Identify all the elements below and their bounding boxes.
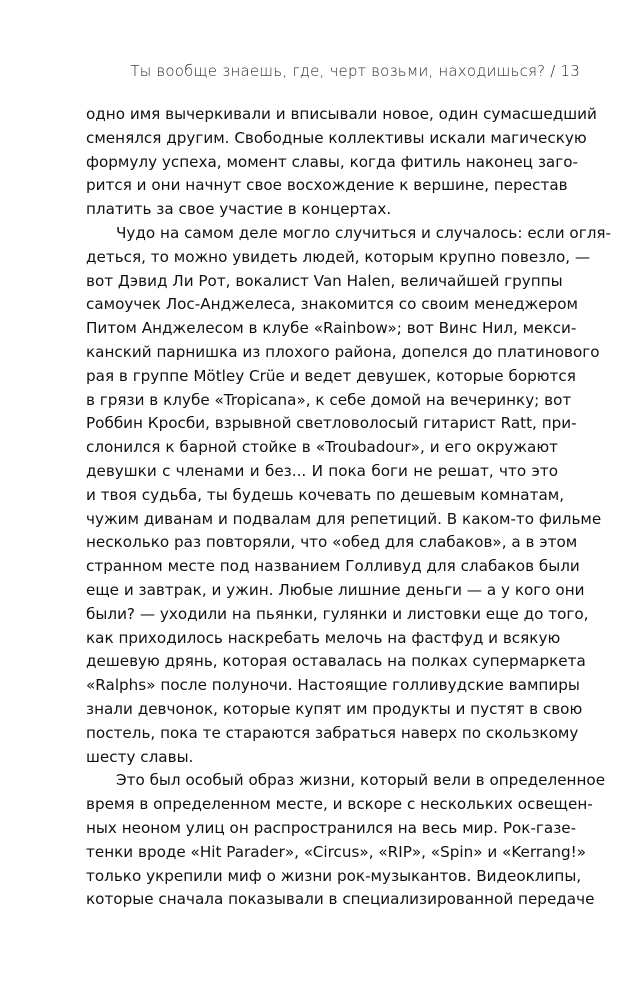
text-line: постель, пока те стараются забраться наверх по скользкому — [86, 723, 579, 742]
text-line: время в определенном месте, и вскоре с нескольких освещен- — [86, 795, 593, 814]
text-line: рая в группе Mötley Crüe и ведет девушек, которые борются — [86, 366, 576, 385]
text-line: шесту славы. — [86, 747, 194, 766]
text-line: чужим диванам и подвалам для репетиций. В каком-то фильме — [86, 509, 602, 528]
text-line: Роббин Кросби, взрывной светловолосый гитарист Ratt, при- — [86, 414, 577, 433]
running-header: Ты вообще знаешь, где, черт возьми, находишься? / 13 — [130, 62, 580, 80]
text-line: Чудо на самом деле могло случиться и случалось: если огля- — [116, 223, 612, 242]
text-line: которые сначала показывали в специализированной передаче — [86, 890, 595, 909]
text-line: девушки с членами и без... И пока боги не решат, что это — [86, 461, 558, 480]
text-line: несколько раз повторяли, что «обед для слабаков», а в этом — [86, 533, 578, 552]
text-line: канский парнишка из плохого района, допелся до платинового — [86, 342, 600, 361]
text-line: дешевую дрянь, которая оставалась на полках супермаркета — [86, 652, 586, 671]
text-line: сменялся другим. Свободные коллективы искали магическую — [86, 128, 587, 147]
text-line: формулу успеха, момент славы, когда фитиль наконец заго- — [86, 152, 578, 171]
text-line: одно имя вычеркивали и вписывали новое, один сумасшедший — [86, 105, 597, 123]
text-line: самоучек Лос-Анджелеса, знакомится со своим менеджером — [86, 295, 578, 314]
text-line: слонился к барной стойке в «Troubadour», и его окружают — [86, 438, 558, 457]
text-line: рится и они начнут свое восхождение к вершине, перестав — [86, 176, 568, 195]
text-line: только укрепили миф о жизни рок-музыкантов. Видеоклипы, — [86, 866, 582, 885]
text-line: в грязи в клубе «Tropicana», к себе домой на вечеринку; вот — [86, 390, 572, 409]
text-line: ных неоном улиц он распространился на весь мир. Рок-газе- — [86, 818, 577, 837]
text-line: Это был особый образ жизни, который вели в определенное — [116, 771, 606, 790]
text-line: были? — уходили на пьянки, гулянки и листовки еще до того, — [86, 604, 589, 623]
text-line: тенки вроде «Hit Parader», «Circus», «RIP», «Spin» и «Kerrang!» — [86, 842, 587, 861]
text-line: как приходилось наскребать мелочь на фастфуд и всякую — [86, 628, 561, 647]
text-line: еще и завтрак, и ужин. Любые лишние деньги — а у кого они — [86, 580, 585, 599]
text-line: вот Дэвид Ли Рот, вокалист Van Halen, величайшей группы — [86, 271, 563, 290]
paragraph-1 — [86, 103, 597, 222]
paragraph-3 — [86, 769, 606, 912]
text-line: платить за свое участие в концертах. — [86, 200, 392, 219]
text-line: деться, то можно увидеть людей, которым крупно повезло, — — [86, 247, 591, 266]
text-line: знали девчонок, которые купят им продукты и пустят в свою — [86, 699, 583, 718]
text-line: «Ralphs» после полуночи. Настоящие голливудские вампиры — [86, 676, 580, 695]
paragraph-2 — [86, 222, 612, 769]
text-line: Питом Анджелесом в клубе «Rainbow»; вот Винс Нил, мекси- — [86, 319, 577, 338]
body-text — [86, 103, 612, 912]
text-line: и твоя судьба, ты будешь кочевать по дешевым комнатам, — [86, 485, 565, 504]
text-line: странном месте под названием Голливуд для слабаков были — [86, 557, 580, 576]
